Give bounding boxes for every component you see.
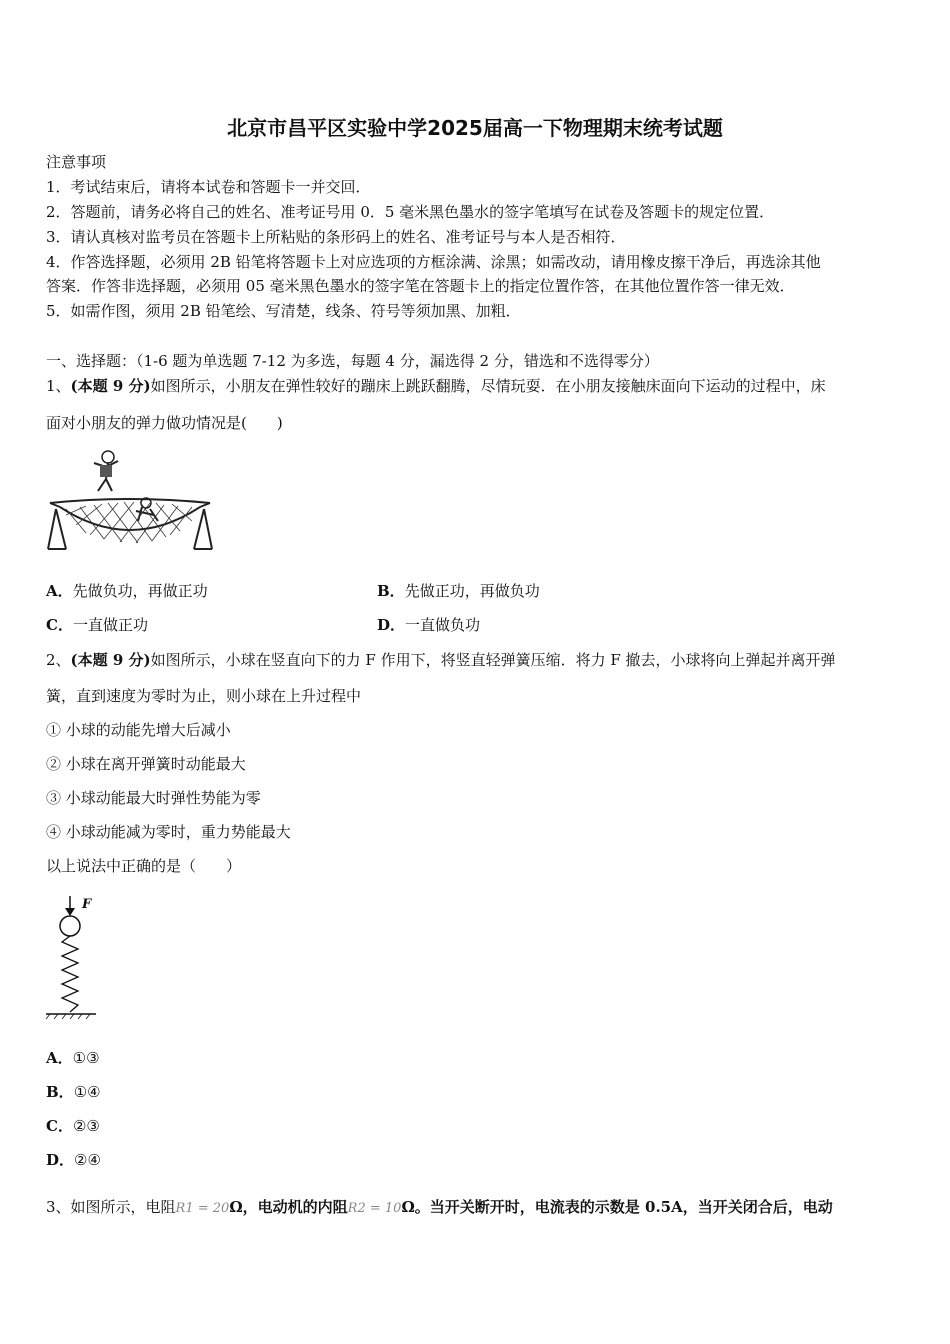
section-heading: 一、选择题：（1-6 题为单选题 7-12 为多选，每题 4 分，漏选得 2 分，错选和不选得零分） (46, 352, 659, 370)
q3-text: Ω。当开关断开时，电流表的示数是 0.5A，当开关闭合后，电动 (401, 1198, 833, 1216)
q1-stem-line1 (46, 376, 826, 396)
q2-stem-line1 (46, 650, 836, 670)
q3-text: Ω，电动机的内阻 (229, 1198, 348, 1216)
q2-statement: ① 小球的动能先增大后减小 (46, 721, 231, 739)
option-letter: D． (46, 1151, 75, 1169)
q2-option-c (46, 1116, 100, 1136)
option-letter: C． (46, 1117, 73, 1135)
option-letter: A． (46, 582, 73, 600)
force-label: F (82, 897, 92, 912)
option-text: 一直做负功 (405, 616, 481, 634)
option-text: 先做负功，再做正功 (72, 582, 208, 600)
q1-score: (本题 9 分) (70, 377, 151, 395)
option-letter: C． (46, 616, 73, 634)
q1-stem-line2: 面对小朋友的弹力做功情况是( ) (46, 414, 283, 432)
option-text: ②③ (72, 1117, 100, 1135)
notice-item: 4．作答选择题，必须用 2B 铅笔将答题卡上对应选项的方框涂满、涂黑；如需改动，请用橡皮擦干净后，再选涂其他 (46, 253, 821, 271)
q2-option-a (46, 1048, 100, 1068)
q1-text: 如图所示，小朋友在弹性较好的蹦床上跳跃翻腾，尽情玩耍．在小朋友接触床面向下运动的过程中，床 (150, 377, 826, 395)
resistor-r2: 𝑅2 = 10 (347, 1201, 402, 1216)
q3-stem-line1 (46, 1197, 833, 1219)
option-letter: B． (377, 582, 405, 600)
resistor-r1: 𝑅1 = 20 (175, 1201, 230, 1216)
q2-statement: ④ 小球动能减为零时，重力势能最大 (46, 823, 291, 841)
option-text: 一直做正功 (72, 616, 148, 634)
trampoline-figure (46, 445, 214, 557)
q2-statement: ③ 小球动能最大时弹性势能为零 (46, 789, 261, 807)
option-text: ①④ (73, 1083, 101, 1101)
q1-option-c (46, 615, 148, 635)
q1-number: 1、 (46, 377, 71, 395)
option-letter: A． (46, 1049, 73, 1067)
option-text: ①③ (72, 1049, 100, 1067)
q2-text: 如图所示，小球在竖直向下的力 F 作用下，将竖直轻弹簧压缩．将力 F 撤去，小球将向上弹起并离开弹 (150, 651, 836, 669)
q1-option-d (377, 615, 480, 635)
option-text: 先做正功，再做负功 (404, 582, 540, 600)
notice-item: 2．答题前，请务必将自己的姓名、准考证号用 0．5 毫米黑色墨水的签字笔填写在试卷及答题卡的规定位置． (46, 203, 775, 221)
spring-ball-figure (44, 892, 106, 1024)
q1-option-b (377, 581, 540, 601)
notice-heading: 注意事项 (46, 153, 107, 171)
option-letter: D． (377, 616, 406, 634)
notice-item: 5．如需作图，须用 2B 铅笔绘、写清楚，线条、符号等须加黑、加粗． (46, 302, 521, 320)
q2-number: 2、 (46, 651, 71, 669)
q2-statement: ② 小球在离开弹簧时动能最大 (46, 755, 246, 773)
notice-item: 3．请认真核对监考员在答题卡上所粘贴的条形码上的姓名、准考证号与本人是否相符． (46, 228, 626, 246)
q2-ask: 以上说法中正确的是（ ） (46, 857, 242, 875)
q2-option-b (46, 1082, 101, 1102)
q2-stem-line2: 簧，直到速度为零时为止，则小球在上升过程中 (46, 687, 362, 705)
q3-text: 3、如图所示，电阻 (46, 1198, 176, 1216)
q2-option-d (46, 1150, 101, 1170)
notice-item: 答案．作答非选择题，必须用 05 毫米黑色墨水的签字笔在答题卡上的指定位置作答，在其他位置作答一律无效． (46, 277, 795, 295)
page-title: 北京市昌平区实验中学2025届高一下物理期末统考试题 (227, 116, 723, 140)
q1-option-a (46, 581, 208, 601)
option-text: ②④ (74, 1151, 101, 1169)
q2-score: (本题 9 分) (70, 651, 151, 669)
option-letter: B． (46, 1083, 74, 1101)
notice-item: 1．考试结束后，请将本试卷和答题卡一并交回． (46, 178, 371, 196)
